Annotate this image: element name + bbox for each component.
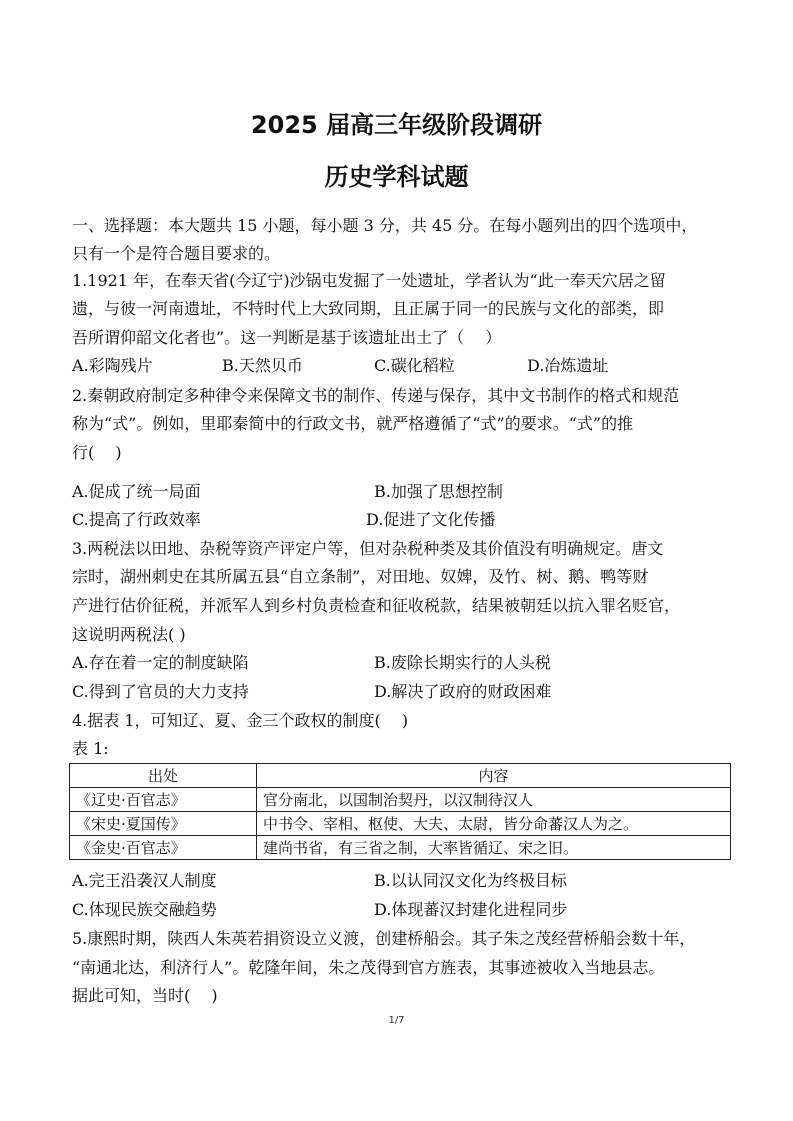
q4-option-d: D.体现蕃汉封建化进程同步: [374, 900, 568, 919]
table-cell-content: 中书令、宰相、枢使、大夫、太尉，皆分命蕃汉人为之。: [257, 812, 731, 836]
q1-option-c: C.碳化稻粒: [374, 356, 455, 375]
table-label: 表 1:: [72, 739, 109, 758]
q3-stem-line: 产进行估价征税，并派军人到乡村负责检查和征收税款，结果被朝廷以抗入罪名贬官，: [72, 596, 681, 615]
q4-option-b: B.以认同汉文化为终极目标: [374, 871, 567, 890]
q2-option-b: B.加强了思想控制: [374, 482, 503, 501]
table-header-row: [70, 764, 731, 788]
q1-option-a: A.彩陶残片: [72, 356, 153, 375]
q3-option-b: B.废除长期实行的人头税: [374, 653, 551, 672]
table-row: [70, 788, 731, 812]
table-header-content: 内容: [257, 764, 731, 788]
section-intro-line: 一、选择题：本大题共 15 小题，每小题 3 分，共 45 分。在每小题列出的四个选项中，: [72, 216, 698, 235]
q4-option-c: C.体现民族交融趋势: [72, 900, 217, 919]
q1-option-b: B.天然贝币: [222, 356, 303, 375]
table-cell-source: 《金史·百官志》: [70, 836, 257, 860]
q4-option-a: A.完王沿袭汉人制度: [72, 871, 217, 890]
q3-option-a: A.存在着一定的制度缺陷: [72, 653, 249, 672]
q3-option-d: D.解决了政府的财政困难: [374, 682, 552, 701]
table-cell-source: 《辽史·百官志》: [70, 788, 257, 812]
q2-stem-line: 行( ): [72, 443, 122, 462]
q2-stem-line: 称为“式”。例如，里耶秦简中的行政文书，就严格遵循了“式”的要求。“式”的推: [72, 414, 634, 433]
q1-stem-line: 1.1921 年，在奉天省(今辽宁)沙锅屯发掘了一处遗址，学者认为“此一奉天穴居之留: [72, 271, 666, 290]
table-cell-source: 《宋史·夏国传》: [70, 812, 257, 836]
q3-stem-line: 3.两税法以田地、杂税等资产评定户等，但对杂税种类及其价值没有明确规定。唐文: [72, 539, 664, 558]
q5-stem-line: 5.康熙时期，陕西人朱英若捐资设立义渡，创建桥船会。其子朱之茂经营桥船会数十年，: [72, 929, 696, 948]
exam-subtitle: 历史学科试题: [324, 163, 469, 191]
q5-stem-line: 据此可知，当时( ): [72, 986, 218, 1005]
table-row: [70, 812, 731, 836]
exam-title: 2025 届高三年级阶段调研: [250, 111, 543, 139]
table-cell-content: 官分南北，以国制治契丹，以汉制待汉人: [257, 788, 731, 812]
q4-table: [69, 763, 731, 860]
q2-option-c: C.提高了行政效率: [72, 510, 201, 529]
q3-stem-line: 这说明两税法( ): [72, 625, 186, 644]
q4-stem-line: 4.据表 1，可知辽、夏、金三个政权的制度( ): [72, 711, 409, 730]
q1-stem-line: 吾所谓仰韶文化者也”。这一判断是基于该遗址出土了（ ）: [72, 328, 502, 347]
page-number: 1/7: [388, 1015, 405, 1026]
q2-option-d: D.促进了文化传播: [366, 510, 496, 529]
table-row: [70, 836, 731, 860]
table-cell-content: 建尚书省，有三省之制，大率皆循辽、宋之旧。: [257, 836, 731, 860]
q2-option-a: A.促成了统一局面: [72, 482, 201, 501]
q5-stem-line: “南通北达，利济行人”。乾隆年间，朱之茂得到官方旌表，其事迹被收入当地县志。: [72, 958, 665, 977]
q3-option-c: C.得到了官员的大力支持: [72, 682, 249, 701]
q2-stem-line: 2.秦朝政府制定多种律令来保障文书的制作、传递与保存，其中文书制作的格式和规范: [72, 386, 680, 405]
table-header-source: 出处: [70, 764, 257, 788]
q1-option-d: D.冶炼遗址: [527, 356, 609, 375]
q3-stem-line: 宗时，湖州刺史在其所属五县“自立条制”，对田地、奴婢，及竹、树、鹅、鸭等财: [72, 567, 649, 586]
section-intro-line: 只有一个是符合题目要求的。: [72, 244, 281, 263]
q1-stem-line: 遗，与彼一河南遗址，不特时代上大致同期，且正属于同一的民族与文化的部类，即: [72, 299, 665, 318]
